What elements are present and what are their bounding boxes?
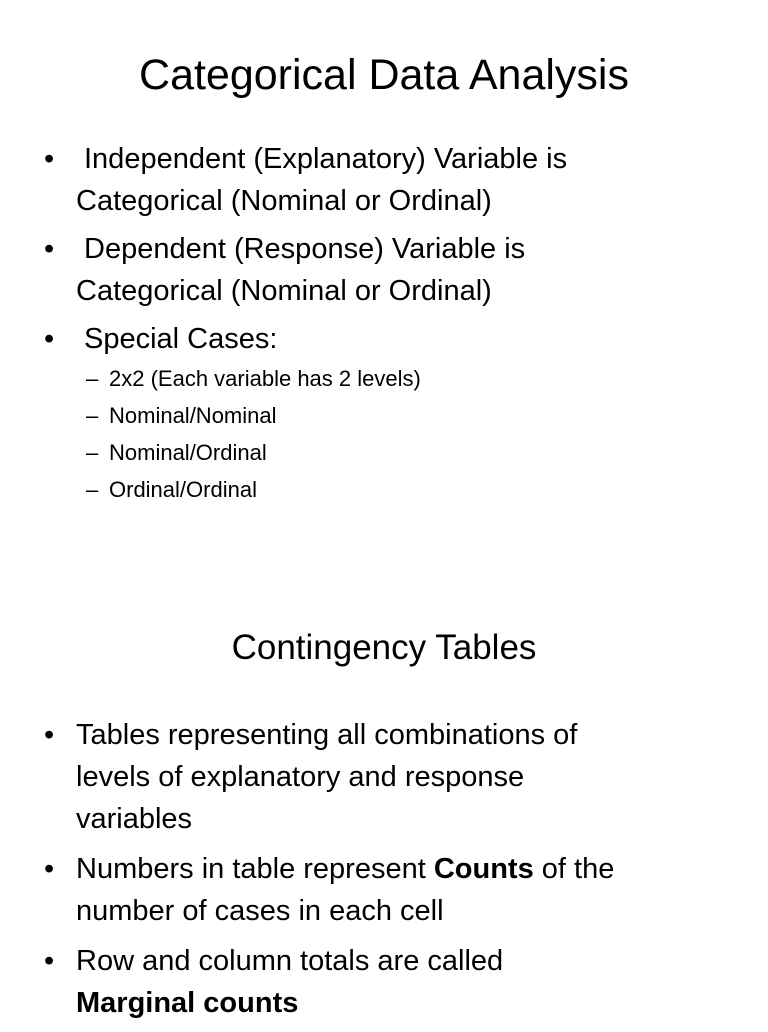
- bullet-icon: •: [44, 719, 55, 751]
- list-item: [0, 848, 720, 932]
- sub-bullet-text: Ordinal/Ordinal: [109, 477, 257, 502]
- bullet-text: Special Cases:: [84, 323, 278, 355]
- bullet-text-cont: Categorical (Nominal or Ordinal): [76, 275, 492, 307]
- sub-bullet-text: Nominal/Nominal: [109, 403, 277, 428]
- slide-title: Contingency Tables: [231, 628, 537, 667]
- bullet-text: of the: [533, 853, 615, 885]
- sub-bullet-text: 2x2 (Each variable has 2 levels): [109, 366, 421, 391]
- list-item: [0, 318, 720, 360]
- bullet-text-cont: number of cases in each cell: [76, 895, 444, 927]
- list-item: [0, 714, 720, 840]
- bullet-text-cont: levels of explanatory and response: [76, 761, 525, 793]
- sub-list-item: [0, 434, 720, 471]
- sub-list-item: [0, 397, 720, 434]
- bold-term: Marginal counts: [76, 987, 299, 1019]
- sub-bullet-text: Nominal/Ordinal: [109, 440, 267, 465]
- bullet-text-cont: Categorical (Nominal or Ordinal): [76, 185, 492, 217]
- bullet-text: Numbers in table represent: [76, 853, 434, 885]
- dash-icon: –: [86, 440, 99, 465]
- bullet-icon: •: [44, 143, 55, 175]
- bullet-list: [0, 138, 720, 508]
- bullet-text: Tables representing all combinations of: [76, 719, 578, 751]
- bullet-icon: •: [44, 323, 55, 355]
- bullet-text: Row and column totals are called: [76, 945, 504, 977]
- list-item: [0, 228, 720, 312]
- bullet-text: Independent (Explanatory) Variable is: [84, 143, 568, 175]
- dash-icon: –: [86, 366, 99, 391]
- slide-title: Categorical Data Analysis: [139, 51, 629, 99]
- bullet-icon: •: [44, 853, 55, 885]
- list-item: [0, 138, 720, 222]
- bullet-list: [0, 714, 720, 1032]
- bullet-icon: •: [44, 233, 55, 265]
- list-item: [0, 940, 720, 1024]
- sub-list-item: [0, 360, 720, 397]
- dash-icon: –: [86, 403, 99, 428]
- dash-icon: –: [86, 477, 99, 502]
- bullet-text: Dependent (Response) Variable is: [84, 233, 526, 265]
- bullet-icon: •: [44, 945, 55, 977]
- bold-term: Counts: [433, 853, 534, 885]
- bullet-text-cont: variables: [76, 803, 193, 835]
- sub-list-item: [0, 471, 720, 508]
